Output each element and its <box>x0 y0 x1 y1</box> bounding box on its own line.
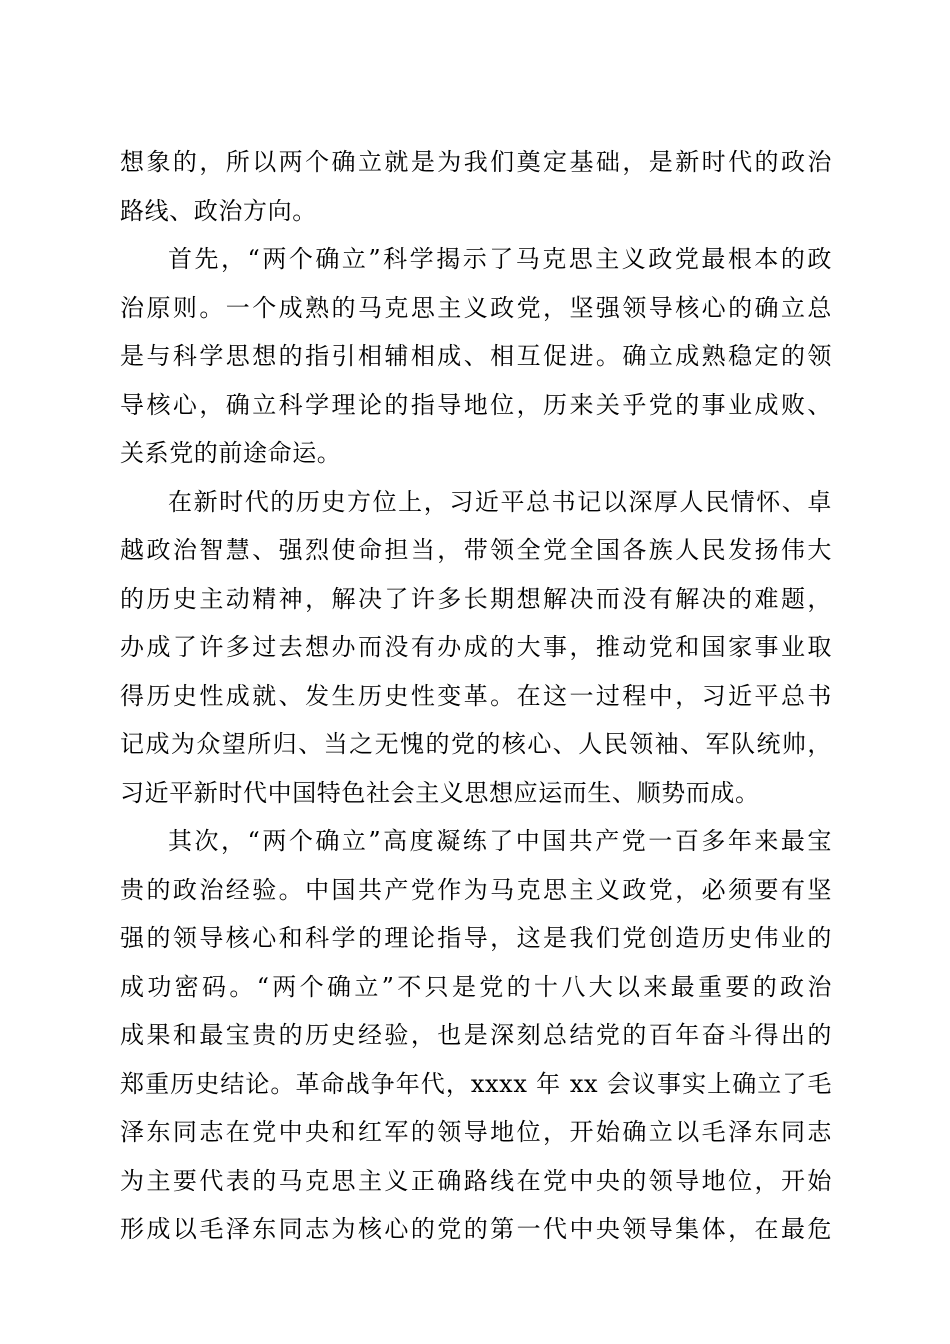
text-line: 治原则。一个成熟的马克思主义政党，坚强领导核心的确立总 <box>120 293 832 322</box>
paragraph-3 <box>120 478 832 818</box>
text-line: 是与科学思想的指引相辅相成、相互促进。确立成熟稳定的领 <box>120 342 832 370</box>
text-line: 贵的政治经验。中国共产党作为马克思主义政党，必须要有坚 <box>120 875 832 904</box>
text-line: 泽东同志在党中央和红军的领导地位，开始确立以毛泽东同志 <box>120 1118 832 1146</box>
body-text <box>120 138 832 1254</box>
paragraph-4 <box>120 817 832 1254</box>
paragraph-2 <box>120 235 832 478</box>
text-line: 首先，“两个确立”科学揭示了马克思主义政党最根本的政 <box>168 245 832 273</box>
text-line: 形成以毛泽东同志为核心的党的第一代中央领导集体，在最危 <box>120 1215 832 1243</box>
paragraph-1 <box>120 138 832 235</box>
text-line: 想象的，所以两个确立就是为我们奠定基础，是新时代的政治 <box>120 148 832 176</box>
text-line: 的历史主动精神，解决了许多长期想解决而没有解决的难题， <box>120 584 832 613</box>
text-line: 关系党的前途命运。 <box>120 439 342 467</box>
text-line: 路线、政治方向。 <box>120 196 317 225</box>
text-line: 越政治智慧、强烈使命担当，带领全党全国各族人民发扬伟大 <box>120 536 832 564</box>
text-line: 办成了许多过去想办而没有办成的大事，推动党和国家事业取 <box>120 633 832 661</box>
text-line: 郑重历史结论。革命战争年代，xxxx 年 xx 会议事实上确立了毛 <box>120 1069 832 1098</box>
text-line: 成功密码。“两个确立”不只是党的十八大以来最重要的政治 <box>120 972 832 1001</box>
text-line: 记成为众望所归、当之无愧的党的核心、人民领袖、军队统帅， <box>120 730 832 758</box>
text-line: 在新时代的历史方位上，习近平总书记以深厚人民情怀、卓 <box>168 487 832 516</box>
text-line: 成果和最宝贵的历史经验，也是深刻总结党的百年奋斗得出的 <box>120 1021 832 1049</box>
text-line: 习近平新时代中国特色社会主义思想应运而生、顺势而成。 <box>120 778 760 807</box>
text-line: 导核心，确立科学理论的指导地位，历来关乎党的事业成败、 <box>120 390 832 419</box>
text-line: 强的领导核心和科学的理论指导，这是我们党创造历史伟业的 <box>120 924 832 952</box>
text-line: 其次，“两个确立”高度凝练了中国共产党一百多年来最宝 <box>168 827 832 855</box>
text-line: 得历史性成就、发生历史性变革。在这一过程中，习近平总书 <box>120 681 832 710</box>
text-line: 为主要代表的马克思主义正确路线在党中央的领导地位，开始 <box>120 1166 832 1195</box>
